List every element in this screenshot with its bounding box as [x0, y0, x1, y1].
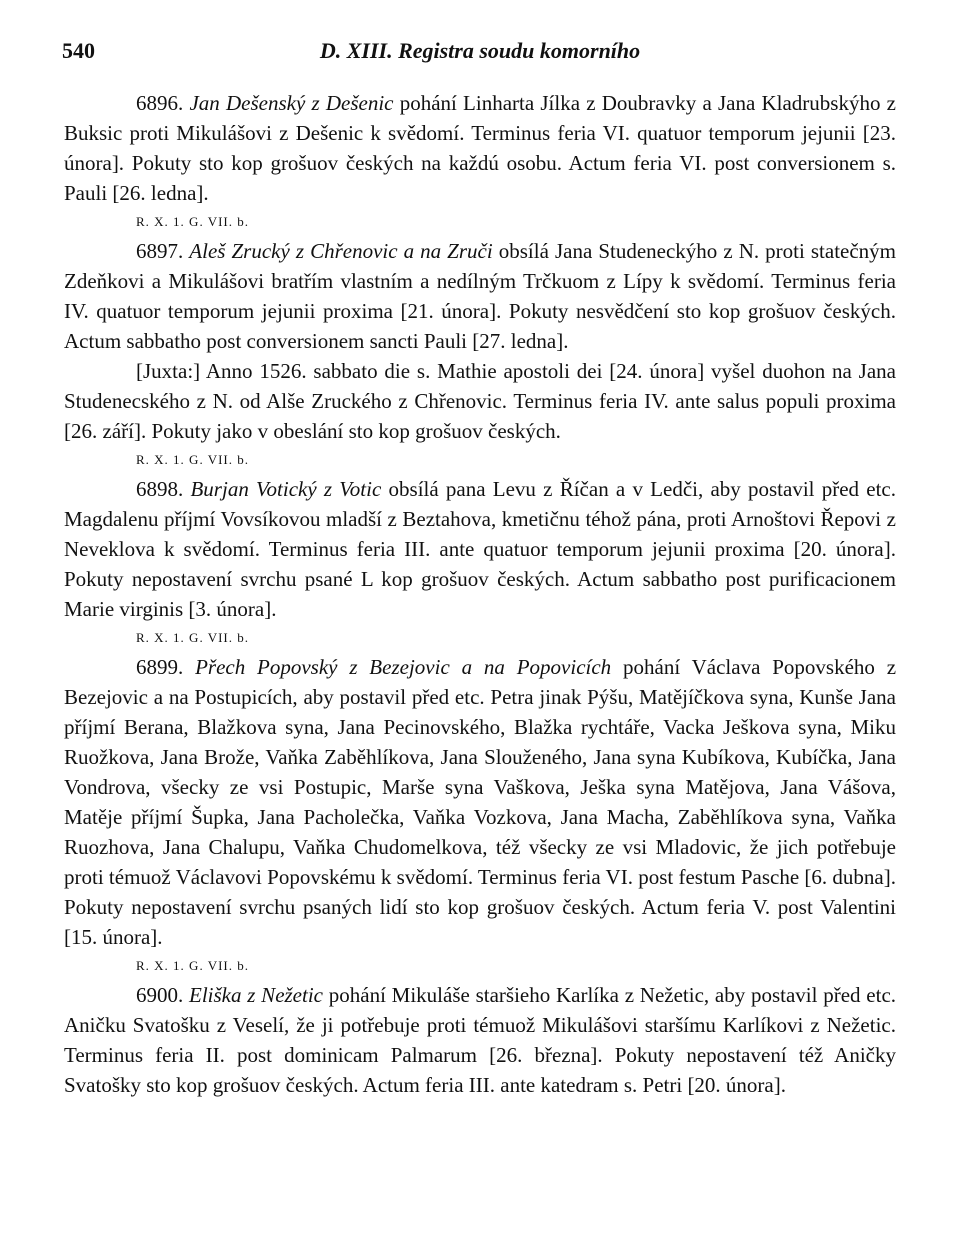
entry-paragraph	[64, 474, 896, 624]
entry-party: Burjan Votický z Votic	[190, 477, 382, 501]
entry-number: 6897.	[136, 239, 184, 263]
entry-party: Přech Popovský z Bezejovic a na Popovicích	[195, 655, 612, 679]
entry-text: obsílá Jana Studeneckýho z N. proti statečným Zdeňkovi a Mikulášovi bratřím vlastním a nedílným Trčkuom z Lípy k svědomí. Terminus feria IV. quatuor temporum jejunii proxima [21. února]. Pokuty nesvědčení sto kop grošuov českých. Actum sabbatho post conversionem sancti Pauli [27. ledna].	[64, 239, 897, 353]
entry-party: Jan Dešenský z Dešenic	[189, 91, 394, 115]
entry-number: 6899.	[136, 655, 184, 679]
entry-6899	[64, 652, 896, 980]
entry-text: pohání Linharta Jílka z Doubravky a Jana Kladrubskýho z Buksic proti Mikulášovi z Dešenic k svědomí. Terminus feria VI. quatuor temporum jejunii [23. února]. Pokuty sto kop grošuov českých na každú osobu. Actum feria VI. post conversionem s. Pauli [26. ledna].	[64, 91, 896, 205]
entry-6898	[64, 474, 896, 652]
entry-text: pohání Mikuláše staršieho Karlíka z Nežetic, aby postavil před etc. Aničku Svatošku z Veselí, že ji potřebuje proti témuož Mikulášovi staršímu Karlíkovi z Nežetic. Terminus feria II. post dominicam Palmarum [26. března]. Pokuty nepostavení též Aničky Svatošky sto kop grošuov českých. Actum feria III. ante katedram s. Petri [20. února].	[64, 983, 897, 1097]
page-header	[62, 38, 898, 68]
entry-party: Eliška z Nežetic	[189, 983, 323, 1007]
entry-number: 6896.	[136, 91, 184, 115]
entry-text: pohání Václava Popovského z Bezejovic a na Postupicích, aby postavil před etc. Petra jinak Pýšu, Matějíčkova syna, Kunše Jana příjmí Berana, Blažkova syna, Jana Pecinovského, Blažka rychtáře, Vacka Ješkova syna, Miku Ruožkova, Jana Brože, Vaňka Zaběhlíkova, Jana Slouženého, Jana syna Kubíkova, Kubíčka, Jana Vondrova, všecky ze vsi Postupic, Marše syna Vaškova, Ješka syna Matějova, Jana Vášova, Matěje příjmí Šupka, Jana Pacholečka, Vaňka Vozkova, Jana Macha, Zaběhlíkova syna, Vaňka Ruozhova, Jana Chalupu, Vaňka Chudomelkova, též všecky ze vsi Mladovic, že jich potřebuje proti témuož Václavovi Popovskému k svědomí. Terminus feria VI. post festum Pasche [6. dubna]. Pokuty nepostavení svrchu psaných lidí sto kop grošuov českých. Actum feria V. post Valentini [15. února].	[64, 655, 897, 949]
entry-party: Aleš Zrucký z Chřenovic a na Zruči	[189, 239, 493, 263]
archival-reference: R. X. 1. G. VII. b.	[136, 214, 250, 229]
entry-paragraph	[64, 980, 896, 1100]
archival-reference: R. X. 1. G. VII. b.	[136, 958, 250, 973]
entry-paragraph	[64, 236, 896, 356]
archival-reference: R. X. 1. G. VII. b.	[136, 452, 250, 467]
entry-number: 6898.	[136, 477, 184, 501]
entry-paragraph	[64, 652, 896, 952]
entry-text: obsílá pana Levu z Říčan a v Ledči, aby postavil před etc. Magdalenu příjmí Vovsíkovou mladší z Beztahova, kmetičnu téhož pána, proti Arnoštovi Řepovi z Neveklova k svědomí. Terminus feria III. ante quatuor temporum jejunii proxima [20. února]. Pokuty nepostavení svrchu psané L kop grošuov českých. Actum sabbatho post purificacionem Marie virginis [3. února].	[64, 477, 897, 621]
body-text	[64, 88, 896, 1100]
entry-paragraph	[64, 88, 896, 208]
entry-6897	[64, 236, 896, 474]
entry-note: [Juxta:] Anno 1526. sabbato die s. Mathie apostoli dei [24. února] vyšel duohon na Jana Studenecského z N. od Alše Zruckého z Chřenovic. Terminus feria IV. ante salus populi proxima [26. září]. Pokuty jako v obeslání sto kop grošuov českých.	[64, 359, 896, 443]
running-title: D. XIII. Registra soudu komorního	[319, 38, 641, 63]
entry-6896	[64, 88, 896, 236]
archival-reference: R. X. 1. G. VII. b.	[136, 630, 250, 645]
page-number: 540	[62, 38, 95, 63]
entry-6900	[64, 980, 896, 1100]
entry-number: 6900.	[136, 983, 184, 1007]
